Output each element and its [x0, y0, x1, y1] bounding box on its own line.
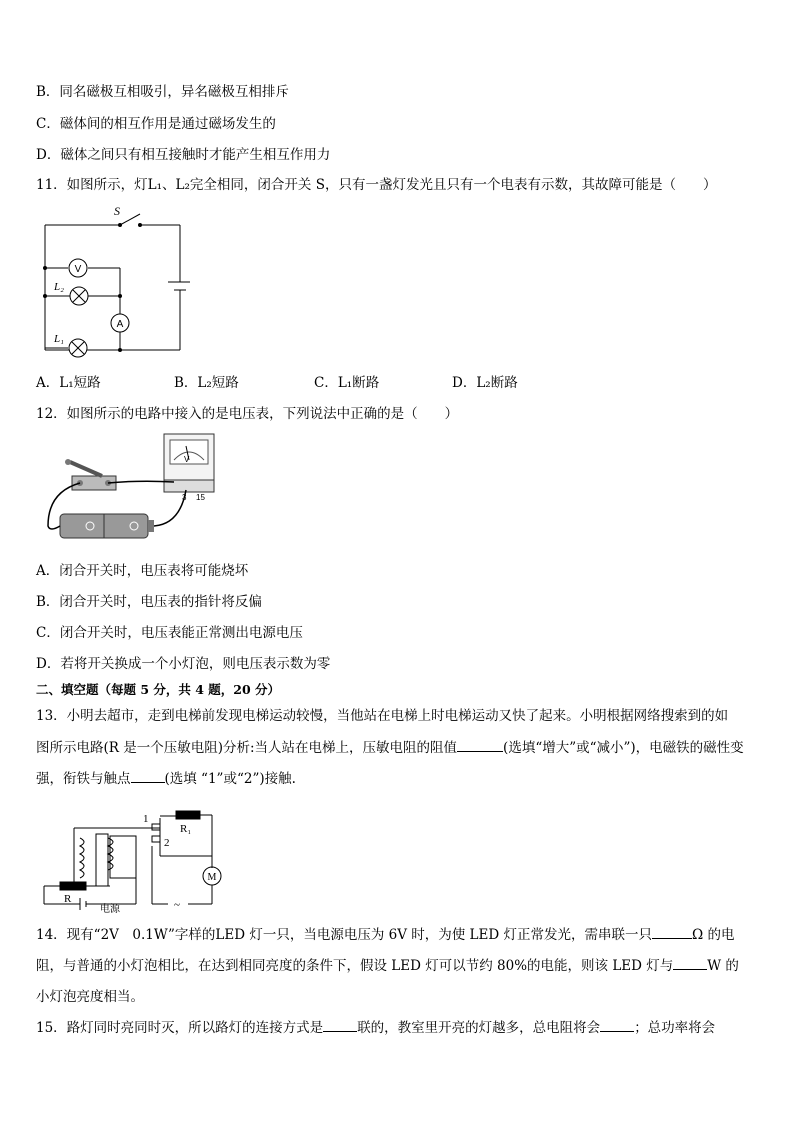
q15-line1 — [36, 1019, 715, 1037]
q13-line2 — [36, 739, 744, 757]
q11-label-l1: L₁ — [54, 333, 64, 345]
q15-blank-2[interactable] — [600, 1019, 634, 1032]
q11-label-a: A — [116, 319, 124, 330]
option-d-top: D．磁体之间只有相互接触时才能产生相互作用力 — [36, 147, 331, 163]
q12-option-d: D．若将开关换成一个小灯泡，则电压表示数为零 — [36, 656, 331, 672]
q11-label-l2: L₂ — [54, 281, 64, 293]
q13-line1: 13．小明去超市，走到电梯前发现电梯运动较慢，当他站在电梯上时电梯运动又快了起来。小明根据网络搜索到的如 — [36, 708, 729, 724]
q13-line3 — [36, 770, 296, 788]
q15-line1-part2: 联的，教室里开亮的灯越多，总电阻将会 — [357, 1020, 601, 1036]
q14-line2-part2: W 的 — [707, 958, 739, 974]
q11-circuit-diagram — [40, 200, 190, 360]
q11-label-s: S — [114, 204, 120, 218]
q14-line1 — [36, 926, 734, 944]
q14-line2 — [36, 957, 739, 975]
q11-stem: 11．如图所示，灯L₁、L₂完全相同，闭合开关 S，只有一盏灯发光且只有一个电表有示数，其故障可能是（ ） — [36, 177, 717, 193]
q12-option-b: B．闭合开关时，电压表的指针将反偏 — [36, 594, 262, 610]
option-b-top: B．同名磁极互相吸引，异名磁极互相排斥 — [36, 84, 289, 100]
section-heading: 二、填空题（每题 5 分，共 4 题，20 分） — [36, 682, 281, 697]
q13-circuit-diagram — [40, 806, 240, 916]
q11-option-d: D．L₂断路 — [452, 375, 518, 391]
q13-blank-2[interactable] — [131, 770, 165, 783]
q12-option-a: A．闭合开关时，电压表将可能烧坏 — [36, 563, 249, 579]
q12-stem: 12．如图所示的电路中接入的是电压表，下列说法中正确的是（ ） — [36, 406, 459, 422]
q13-blank-1[interactable] — [457, 739, 503, 752]
q13-label-r: R — [64, 893, 72, 905]
q12-terminal-3: 3 — [182, 493, 187, 502]
q13-label-source: 电源 — [100, 904, 120, 915]
q11-option-c: C．L₁断路 — [314, 375, 380, 391]
q13-line2-part1: 图所示电路(R 是一个压敏电阻)分析:当人站在电梯上，压敏电阻的阻值 — [36, 740, 458, 756]
q12-terminal-15: 15 — [196, 493, 205, 502]
q12-meter-label: V — [184, 455, 190, 464]
q14-line2-part1: 阻，与普通的小灯泡相比，在达到相同亮度的条件下，假设 LED 灯可以节约 80%的电能，则该 LED 灯与 — [36, 958, 674, 974]
q15-line1-part3: ；总功率将会 — [634, 1020, 716, 1036]
q13-line2-part2: (选填“增大”或“减小”)，电磁铁的磁性变 — [503, 740, 744, 756]
q11-option-a: A．L₁短路 — [36, 375, 101, 391]
q15-line1-part1: 15．路灯同时亮同时灭，所以路灯的连接方式是 — [36, 1020, 324, 1036]
q13-contact-2: 2 — [164, 837, 170, 849]
q14-blank-2[interactable] — [673, 957, 707, 970]
q12-option-c: C．闭合开关时，电压表能正常测出电源电压 — [36, 625, 303, 641]
option-c-top: C．磁体间的相互作用是通过磁场发生的 — [36, 116, 276, 132]
q13-line3-part1: 强，衔铁与触点 — [36, 771, 131, 787]
q12-circuit-picture — [40, 432, 220, 544]
q13-contact-1: 1 — [143, 813, 149, 825]
q14-line1-part2: Ω 的电 — [692, 927, 735, 943]
q13-label-r1: R₁ — [180, 823, 192, 835]
q14-blank-1[interactable] — [652, 926, 692, 939]
q15-blank-1[interactable] — [323, 1019, 357, 1032]
q11-label-v: V — [74, 264, 82, 275]
q11-option-b: B．L₂短路 — [174, 375, 239, 391]
q13-line3-part2: (选填 “1”或“2”)接触. — [164, 771, 296, 787]
q13-label-m: M — [207, 872, 217, 883]
q14-line1-part1: 14．现有“2V 0.1W”字样的LED 灯一只，当电源电压为 6V 时，为使 LED 灯正常发光，需串联一只 — [36, 927, 652, 943]
q14-line3: 小灯泡亮度相当。 — [36, 989, 144, 1005]
q13-label-ac: ~ — [174, 899, 180, 911]
